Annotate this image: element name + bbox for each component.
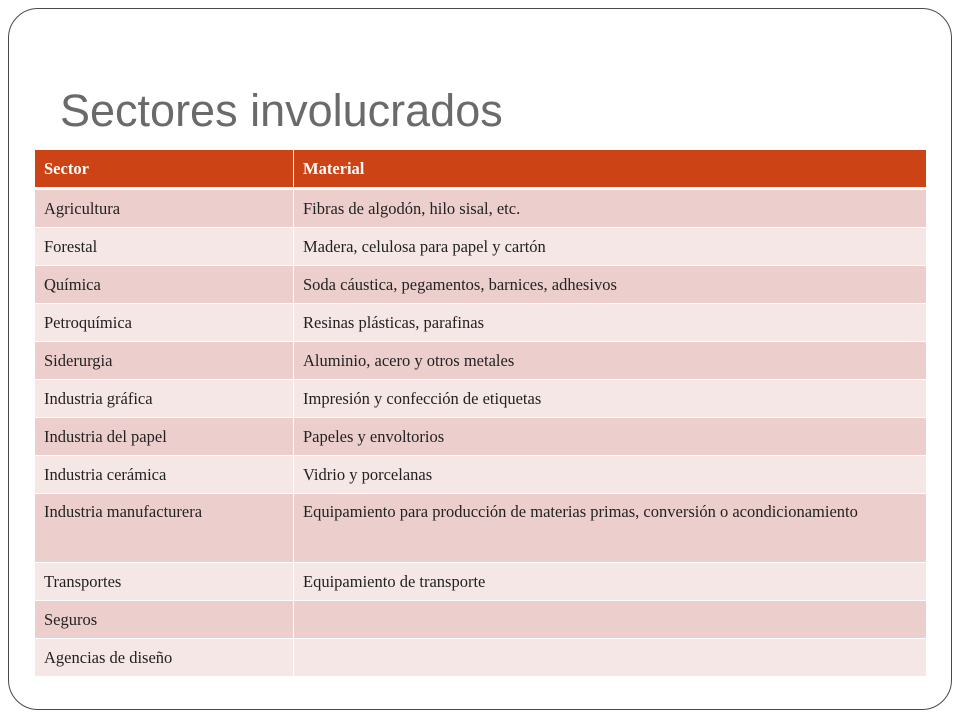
material-cell: Soda cáustica, pegamentos, barnices, adhesivos (294, 266, 927, 304)
material-cell (294, 639, 927, 677)
table-row (35, 639, 927, 677)
sector-cell: Agencias de diseño (35, 639, 294, 677)
material-cell: Impresión y confección de etiquetas (294, 380, 927, 418)
table-row (35, 342, 927, 380)
material-cell: Equipamiento para producción de materias primas, conversión o acondicionamiento (294, 494, 927, 563)
slide-title: Sectores involucrados (60, 85, 503, 136)
sector-cell: Industria manufacturera (35, 494, 294, 563)
sector-cell: Forestal (35, 228, 294, 266)
material-cell (294, 601, 927, 639)
sector-cell: Industria del papel (35, 418, 294, 456)
table-row (35, 304, 927, 342)
sectors-table (34, 149, 927, 677)
table-row (35, 494, 927, 563)
table-row (35, 380, 927, 418)
table-row (35, 266, 927, 304)
sector-cell: Química (35, 266, 294, 304)
table-header-row (35, 150, 927, 189)
material-cell: Vidrio y porcelanas (294, 456, 927, 494)
sector-cell: Industria cerámica (35, 456, 294, 494)
sector-cell: Petroquímica (35, 304, 294, 342)
sector-cell: Siderurgia (35, 342, 294, 380)
table-row (35, 563, 927, 601)
sector-cell: Industria gráfica (35, 380, 294, 418)
material-cell: Equipamiento de transporte (294, 563, 927, 601)
table-row (35, 228, 927, 266)
sector-cell: Agricultura (35, 189, 294, 228)
column-header-sector: Sector (35, 150, 294, 189)
sector-cell: Transportes (35, 563, 294, 601)
column-header-material: Material (294, 150, 927, 189)
material-cell: Resinas plásticas, parafinas (294, 304, 927, 342)
table-row (35, 189, 927, 228)
material-cell: Papeles y envoltorios (294, 418, 927, 456)
material-cell: Madera, celulosa para papel y cartón (294, 228, 927, 266)
table-row (35, 418, 927, 456)
sector-cell: Seguros (35, 601, 294, 639)
table-row (35, 456, 927, 494)
material-cell: Aluminio, acero y otros metales (294, 342, 927, 380)
table-row (35, 601, 927, 639)
material-cell: Fibras de algodón, hilo sisal, etc. (294, 189, 927, 228)
